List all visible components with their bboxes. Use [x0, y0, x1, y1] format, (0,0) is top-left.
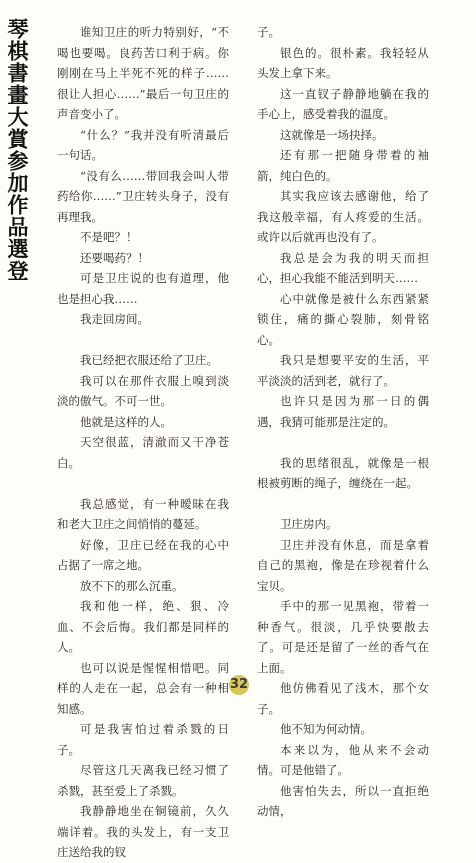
paragraph: 我已经把衣服还给了卫庄。 — [80, 353, 218, 367]
paragraph: 本来以为，他从来不会动情。可是他错了。 — [257, 742, 429, 777]
paragraph-gap — [57, 473, 229, 494]
paragraph: 我的思绪很乱，就像是一根根被剪断的绳子，缠绕在一起。 — [257, 455, 429, 490]
paragraph-gap — [257, 432, 429, 453]
paragraph: 子。 — [257, 25, 280, 39]
paragraph: 我静静地坐在铜镜前，久久端详着。我的头发上，有一支卫庄送给我的钗 — [57, 804, 229, 859]
paragraph: 不是吧？！ — [80, 230, 138, 244]
paragraph: 天空很蓝，清澈而又干净苍白。 — [57, 435, 229, 470]
left-column — [57, 22, 229, 863]
paragraph: 我走回房间。 — [80, 312, 149, 326]
paragraph: 也可以说是惺惺相惜吧。同样的人走在一起，总会有一种相知感。 — [57, 660, 229, 716]
paragraph: 他仿佛看见了浅木，那个女子。 — [257, 681, 429, 716]
paragraph: “没有么……带回我会叫人带药给你……”卫庄转头身子，没有再理我。 — [57, 168, 229, 224]
paragraph: 其实我应该去感谢他，给了我这般幸福，有人疼爱的生活。或许以后就再也没有了。 — [257, 189, 429, 244]
paragraph: 谁知卫庄的听力特别好，“不喝也要喝。良药苦口利于病。你刚刚在马上半死不死的样子……很让人担心……”最后一句卫庄的声音变小了。 — [57, 25, 229, 121]
right-column — [257, 22, 429, 822]
paragraph: 好像，卫庄已经在我的心中占据了一席之地。 — [57, 537, 229, 572]
paragraph: 还有那一把随身带着的袖箭，纯白色的。 — [257, 148, 429, 183]
sidebar-title: 琴棋書畫大賞参加作品選登 — [5, 18, 29, 282]
paragraph: 他就是这样的人。 — [80, 414, 172, 429]
paragraph: 我只是想要平安的生活，平平淡淡的活到老，就行了。 — [257, 353, 429, 388]
paragraph: 我总是会为我的明天而担心，担心我能不能活到明天…… — [257, 250, 429, 285]
paragraph: 我可以在那件衣服上嗅到淡淡的傲气。不可一世。 — [57, 373, 229, 408]
paragraph: 放不下的那么沉重。 — [80, 578, 184, 593]
paragraph: 这一直钗子静静地躺在我的手心上，感受着我的温度。 — [257, 86, 429, 121]
paragraph: “什么？”我并没有听清最后一句话。 — [57, 127, 229, 162]
paragraph-gap — [257, 494, 429, 515]
sidebar — [0, 0, 34, 698]
paragraph: 心中就像是被什么东西紧紧锁住，痛的撕心裂肺，刻骨铭心。 — [257, 291, 429, 347]
paragraph: 尽管这几天离我已经习惯了杀戮，甚至爱上了杀戮。 — [57, 763, 229, 798]
paragraph: 他不知为何动情。 — [280, 722, 372, 736]
paragraph: 还要喝药？！ — [80, 250, 149, 265]
paragraph: 手中的那一见黑袍，带着一种香气。很淡，几乎快要散去了。可是还是留了一丝的香气在上面。 — [257, 599, 429, 675]
paragraph: 也许只是因为那一日的偶遇，我猜可能那是注定的。 — [257, 394, 429, 429]
paragraph: 他害怕失去，所以一直拒绝动情， — [257, 783, 429, 818]
paragraph: 卫庄房内。 — [280, 517, 338, 531]
paragraph: 我和他一样，绝、狠、冷血、不会后悔。我们都是同样的人。 — [57, 599, 229, 654]
paragraph: 可是卫庄说的也有道理，他也是担心我…… — [57, 271, 229, 306]
page-number: 32 — [229, 675, 249, 695]
paragraph: 银色的。很朴素。我轻轻从头发上拿下来。 — [257, 45, 429, 80]
paragraph: 我总感觉，有一种暧昧在我和老大卫庄之间悄悄的蔓延。 — [57, 496, 229, 531]
paragraph: 可是我害怕过着杀戮的日子。 — [57, 722, 229, 757]
paragraph: 卫庄并没有休息，而是拿着自己的黑袍，像是在珍视着什么宝贝。 — [257, 537, 429, 593]
paragraph: 这就像是一场抉择。 — [280, 127, 384, 142]
paragraph-gap — [57, 330, 229, 351]
